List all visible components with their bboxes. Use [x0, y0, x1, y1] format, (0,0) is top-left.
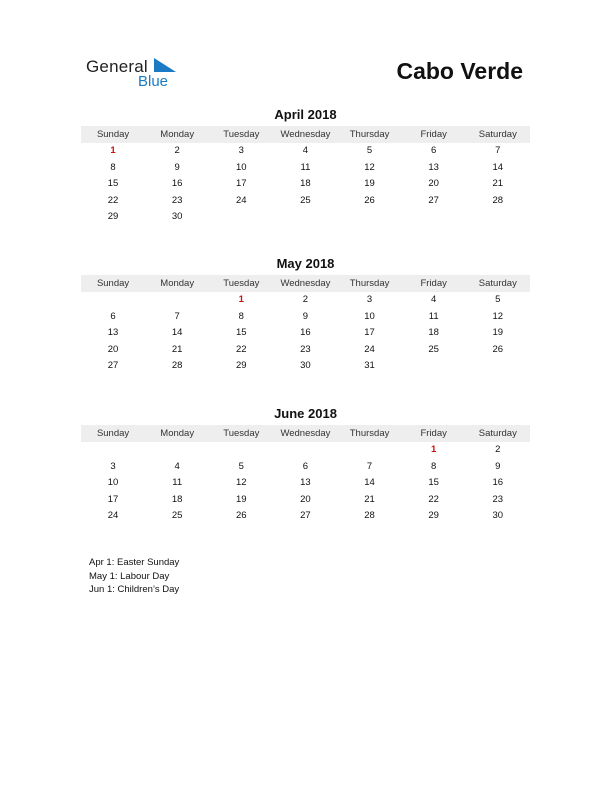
day-cell: 3: [366, 294, 373, 305]
day-cell: [273, 442, 337, 459]
day-cell: 8: [110, 161, 116, 173]
day-cell: 27: [107, 360, 119, 372]
month-title: April 2018: [274, 107, 337, 122]
weekday-label: Sunday: [96, 428, 130, 439]
day-cell: 17: [364, 327, 375, 339]
day-cell: 10: [364, 310, 375, 322]
day-cell: 3: [238, 145, 244, 156]
week-row: [81, 442, 530, 459]
country-title: Cabo Verde: [396, 58, 523, 84]
week-row: [81, 358, 530, 375]
day-cell: 17: [236, 178, 247, 190]
day-cell: 15: [428, 477, 439, 489]
day-cell: 6: [431, 145, 437, 156]
weekday-label: Thursday: [349, 428, 390, 439]
logo: [86, 55, 196, 95]
logo-blue-text: Blue: [138, 73, 169, 90]
day-cell: 23: [492, 493, 504, 505]
day-cell: 24: [236, 194, 247, 206]
day-cell: 28: [364, 510, 375, 522]
day-cell: [81, 292, 145, 309]
day-cell: 8: [431, 460, 437, 472]
day-cell: 30: [492, 510, 504, 522]
week-row: [81, 193, 530, 210]
weekday-label: Friday: [420, 428, 447, 439]
day-cell: 21: [364, 493, 375, 505]
month-calendar-june: [81, 406, 530, 525]
day-cell: 27: [300, 510, 311, 522]
weekday-label: Saturday: [478, 428, 517, 439]
day-cell: 18: [428, 327, 439, 339]
day-cell: 31: [364, 360, 375, 372]
week-row: [81, 475, 530, 492]
holiday-day-cell: 1: [110, 145, 116, 156]
day-cell: 26: [236, 510, 247, 522]
week-row: [81, 325, 530, 342]
day-cell: 19: [364, 178, 375, 190]
day-cell: [338, 442, 402, 459]
day-cell: 21: [492, 178, 504, 190]
day-cell: 20: [428, 178, 439, 190]
day-cell: 4: [431, 294, 437, 305]
day-cell: 19: [236, 493, 247, 505]
weekday-label: Saturday: [478, 129, 517, 140]
day-cell: 4: [174, 460, 180, 472]
day-cell: 7: [366, 460, 373, 472]
day-cell: 30: [300, 360, 311, 372]
day-cell: 5: [366, 145, 373, 156]
day-cell: 24: [364, 343, 375, 355]
day-cell: [466, 209, 530, 226]
holiday-notes: [89, 556, 179, 597]
day-cell: 5: [238, 460, 244, 472]
day-cell: 13: [107, 327, 119, 339]
day-cell: 13: [428, 161, 439, 173]
day-cell: 20: [107, 343, 119, 355]
day-cell: [402, 209, 466, 226]
day-cell: 8: [238, 310, 244, 322]
day-cell: 9: [495, 460, 501, 472]
weekday-header-row: [81, 275, 530, 292]
logo-triangle-icon: [154, 58, 176, 72]
day-cell: 27: [428, 194, 439, 206]
day-cell: 2: [174, 145, 180, 156]
weekday-header-row: [81, 126, 530, 143]
weekday-label: Wednesday: [280, 428, 331, 439]
weekday-label: Saturday: [478, 278, 517, 289]
weekday-label: Wednesday: [280, 129, 331, 140]
day-cell: 22: [236, 343, 247, 355]
day-cell: 22: [428, 493, 439, 505]
day-cell: 29: [428, 510, 439, 522]
day-cell: 25: [171, 510, 183, 522]
day-cell: [338, 209, 402, 226]
day-cell: 18: [300, 178, 311, 190]
week-row: [81, 459, 530, 476]
day-cell: 15: [107, 178, 119, 190]
day-cell: 18: [171, 493, 183, 505]
day-cell: 26: [364, 194, 375, 206]
day-cell: 19: [492, 327, 504, 339]
day-cell: 16: [171, 178, 183, 190]
day-cell: 23: [300, 343, 311, 355]
day-cell: 14: [492, 161, 504, 173]
month-calendar-april: [81, 107, 530, 226]
day-cell: 29: [236, 360, 247, 372]
day-cell: [145, 442, 209, 459]
weekday-label: Wednesday: [280, 278, 331, 289]
month-title: June 2018: [274, 406, 337, 421]
day-cell: 12: [236, 477, 247, 489]
day-cell: 28: [171, 360, 183, 372]
month-calendar-may: [81, 256, 530, 375]
week-row: [81, 309, 530, 326]
day-cell: [402, 358, 466, 375]
day-cell: 10: [236, 161, 247, 173]
day-cell: [81, 442, 145, 459]
day-cell: 2: [495, 444, 501, 455]
holiday-day-cell: 1: [431, 444, 437, 455]
day-cell: 7: [495, 145, 501, 156]
day-cell: 14: [171, 327, 183, 339]
day-cell: [209, 442, 273, 459]
day-cell: 12: [492, 310, 504, 322]
day-cell: 10: [107, 477, 119, 489]
day-cell: 17: [107, 493, 119, 505]
day-cell: 5: [495, 294, 501, 305]
day-cell: 16: [300, 327, 311, 339]
weekday-label: Thursday: [349, 129, 390, 140]
week-row: [81, 292, 530, 309]
day-cell: [209, 209, 273, 226]
week-row: [81, 176, 530, 193]
day-cell: 3: [110, 460, 116, 472]
day-cell: 29: [107, 211, 119, 223]
day-cell: 4: [302, 145, 309, 156]
holiday-day-cell: 1: [238, 294, 244, 305]
day-cell: 28: [492, 194, 504, 206]
weekday-label: Thursday: [349, 278, 390, 289]
day-cell: 26: [492, 343, 504, 355]
day-cell: 12: [364, 161, 375, 173]
week-row: [81, 209, 530, 226]
week-row: [81, 342, 530, 359]
week-row: [81, 160, 530, 177]
holiday-note: Jun 1: Children’s Day: [89, 584, 180, 595]
day-cell: [466, 358, 530, 375]
day-cell: 22: [107, 194, 119, 206]
day-cell: 11: [428, 310, 439, 322]
day-cell: [273, 209, 337, 226]
day-cell: 25: [300, 194, 311, 206]
weekday-label: Monday: [160, 129, 195, 140]
week-row: [81, 492, 530, 509]
day-cell: 24: [107, 510, 119, 522]
day-cell: 9: [302, 310, 309, 322]
holiday-note: Apr 1: Easter Sunday: [89, 557, 180, 568]
day-cell: 21: [171, 343, 183, 355]
day-cell: 11: [300, 161, 311, 173]
weekday-label: Monday: [160, 428, 195, 439]
day-cell: 6: [110, 310, 116, 322]
day-cell: 14: [364, 477, 375, 489]
day-cell: 25: [428, 343, 439, 355]
weekday-label: Friday: [420, 129, 447, 140]
weekday-label: Sunday: [96, 129, 130, 140]
day-cell: 11: [172, 477, 183, 489]
weekday-label: Friday: [420, 278, 447, 289]
weekday-label: Sunday: [96, 278, 130, 289]
weekday-label: Tuesday: [223, 129, 260, 140]
day-cell: 13: [300, 477, 311, 489]
day-cell: 7: [174, 310, 180, 322]
month-title: May 2018: [276, 256, 335, 271]
day-cell: 20: [300, 493, 311, 505]
holiday-note: May 1: Labour Day: [89, 570, 170, 582]
weekday-label: Monday: [160, 278, 195, 289]
day-cell: 9: [174, 161, 180, 173]
weekday-label: Tuesday: [223, 278, 260, 289]
weekday-label: Tuesday: [223, 428, 260, 439]
day-cell: [145, 292, 209, 309]
logo-general-text: General: [86, 57, 148, 76]
day-cell: 16: [492, 477, 504, 489]
week-row: [81, 143, 530, 160]
day-cell: 2: [302, 294, 309, 305]
week-row: [81, 508, 530, 525]
day-cell: 23: [171, 194, 183, 206]
day-cell: 15: [236, 327, 247, 339]
day-cell: 30: [171, 211, 183, 223]
weekday-header-row: [81, 425, 530, 442]
day-cell: 6: [302, 460, 309, 472]
